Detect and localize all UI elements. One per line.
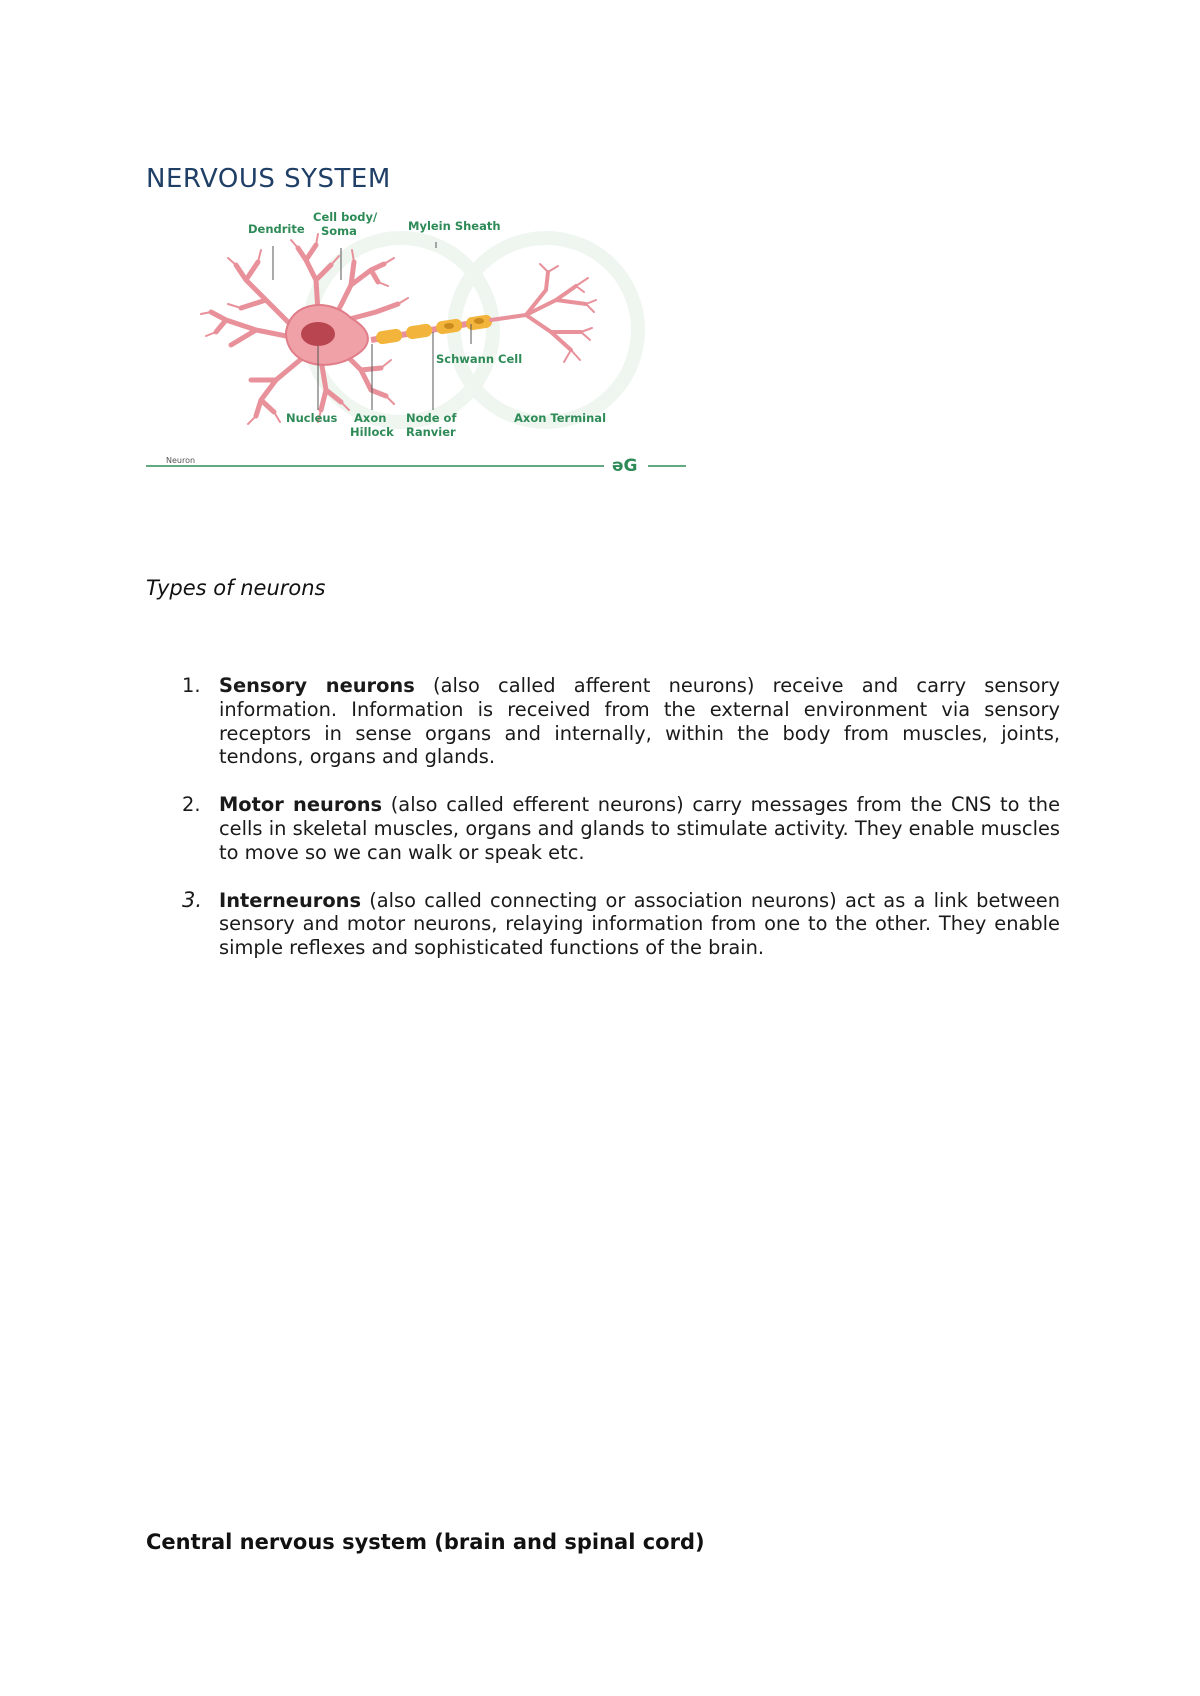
- list-number: 1.: [182, 674, 201, 697]
- label-axon-hillock-2: Hillock: [350, 425, 394, 439]
- list-text: (also called efferent neurons) carry messages from the CNS to the cells in skeletal muscles, organs and glands to stimulate activity. They enable muscles to move so we can walk or speak etc.: [219, 793, 1060, 864]
- gfg-logo: əG: [612, 456, 638, 476]
- neuron-diagram: [146, 210, 686, 478]
- label-myelin-sheath: Mylein Sheath: [408, 219, 501, 233]
- list-text: (also called afferent neurons) receive and carry sensory information. Information is received from the external environment via sensory receptors in sense organs and internally, within the body from muscles, joints, tendons, organs and glands.: [219, 674, 1061, 769]
- list-item: [146, 793, 1060, 864]
- axon-terminal: [491, 272, 586, 350]
- list-term: Sensory neurons: [219, 674, 415, 697]
- list-term: Interneurons: [219, 888, 361, 912]
- myelin-segment: [375, 328, 403, 345]
- label-cell-body: Cell body/: [313, 210, 378, 224]
- label-soma: Soma: [321, 224, 357, 238]
- bottom-heading: Central nervous system (brain and spinal cord): [146, 1530, 705, 1554]
- list-term: Motor neurons: [219, 793, 383, 817]
- label-schwann-cell: Schwann Cell: [436, 352, 523, 366]
- neuron-types-list: [146, 674, 1060, 984]
- section-heading: Types of neurons: [146, 576, 326, 600]
- label-axon-hillock-1: Axon: [354, 411, 387, 425]
- page-title: NERVOUS SYSTEM: [146, 164, 391, 194]
- list-number: 2.: [182, 793, 201, 817]
- label-dendrite: Dendrite: [248, 222, 305, 236]
- label-node-of-ranvier-2: Ranvier: [406, 425, 456, 439]
- label-nucleus: Nucleus: [286, 411, 338, 425]
- list-item: [146, 889, 1060, 960]
- list-text: (also called connecting or association neurons) act as a link between sensory and motor neurons, relaying information from one to the other. They enable simple reflexes and sophisticated functions of the brain.: [219, 888, 1060, 960]
- list-item: [146, 674, 1060, 769]
- list-number: 3.: [182, 887, 203, 912]
- myelin-segment: [405, 323, 433, 340]
- figure-footer-text: Neuron: [166, 456, 196, 465]
- label-axon-terminal: Axon Terminal: [514, 411, 607, 425]
- neuron-diagram-svg: [146, 210, 686, 478]
- label-node-of-ranvier-1: Node of: [406, 411, 457, 425]
- nucleus: [301, 322, 335, 346]
